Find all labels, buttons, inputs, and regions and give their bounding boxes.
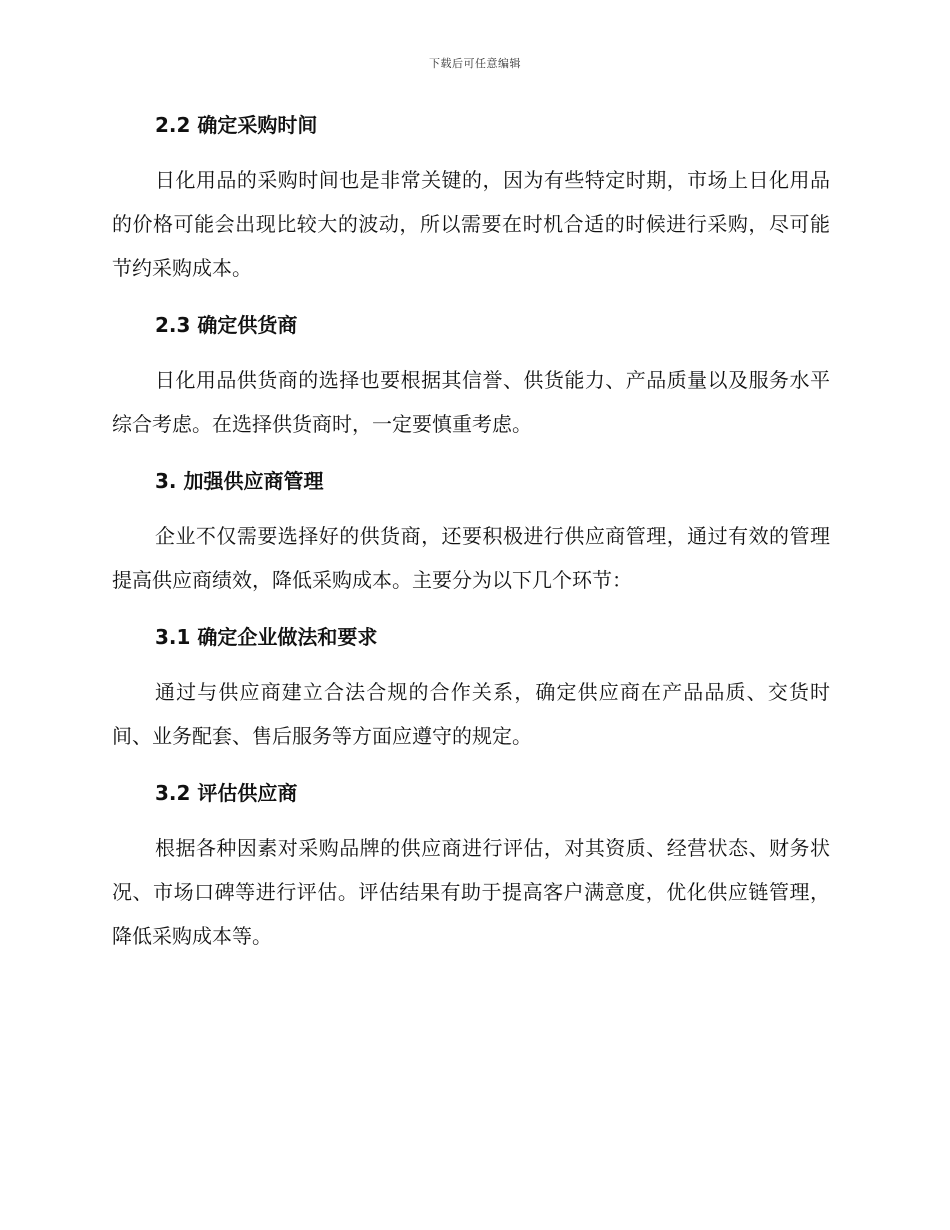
section-paragraph-3: 企业不仅需要选择好的供货商，还要积极进行供应商管理，通过有效的管理提高供应商绩效，降低采购成本。主要分为以下几个环节： bbox=[112, 524, 830, 592]
section-paragraph-2-2: 日化用品的采购时间也是非常关键的，因为有些特定时期，市场上日化用品的价格可能会出现比较大的波动，所以需要在时机合适的时候进行采购，尽可能节约采购成本。 bbox=[112, 168, 830, 280]
section-heading-2-3: 2.3 确定供货商 bbox=[155, 313, 298, 337]
section-heading-3-1: 3.1 确定企业做法和要求 bbox=[155, 625, 378, 649]
section-paragraph-3-1: 通过与供应商建立合法合规的合作关系，确定供应商在产品品质、交货时间、业务配套、售后服务等方面应遵守的规定。 bbox=[112, 680, 830, 748]
section-paragraph-3-2: 根据各种因素对采购品牌的供应商进行评估，对其资质、经营状态、财务状况、市场口碑等进行评估。评估结果有助于提高客户满意度，优化供应链管理，降低采购成本等。 bbox=[112, 836, 830, 948]
header-note: 下载后可任意编辑 bbox=[429, 57, 521, 70]
section-heading-3: 3. 加强供应商管理 bbox=[155, 469, 324, 493]
section-heading-3-2: 3.2 评估供应商 bbox=[155, 781, 298, 805]
section-heading-2-2: 2.2 确定采购时间 bbox=[155, 113, 318, 137]
document-body bbox=[112, 110, 830, 958]
section-paragraph-2-3: 日化用品供货商的选择也要根据其信誉、供货能力、产品质量以及服务水平综合考虑。在选择供货商时，一定要慎重考虑。 bbox=[112, 368, 830, 436]
